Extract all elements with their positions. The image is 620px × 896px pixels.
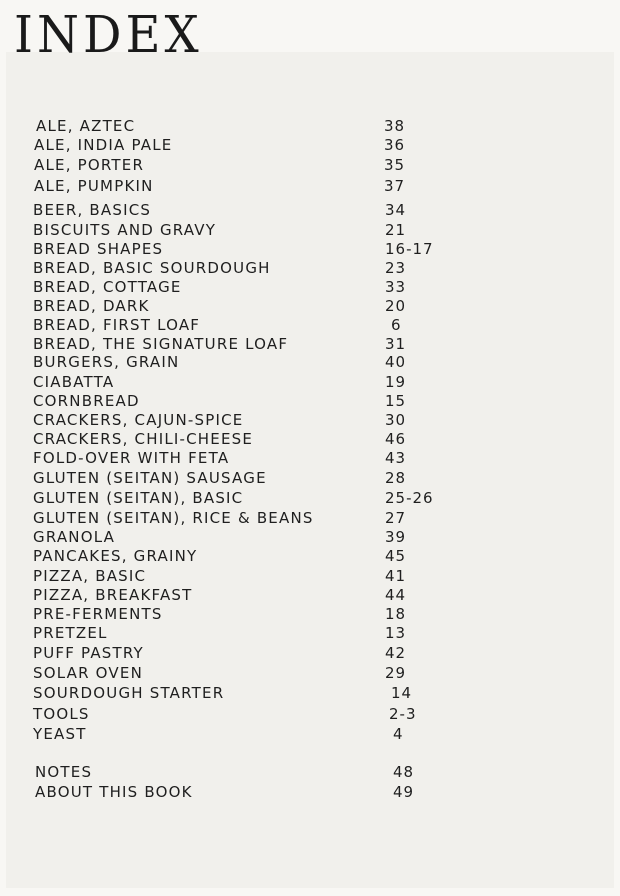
entry-name: BISCUITS AND GRAVY — [33, 221, 217, 239]
entry-page: 36 — [384, 136, 406, 154]
entry-name: SOURDOUGH STARTER — [33, 684, 225, 702]
index-entry — [33, 546, 593, 568]
index-entry — [33, 448, 593, 470]
entry-page: 45 — [385, 547, 407, 565]
entry-name: FOLD-OVER WITH FETA — [33, 449, 230, 467]
entry-name: ALE, INDIA PALE — [34, 136, 173, 154]
entry-name: GLUTEN (SEITAN), RICE & BEANS — [33, 509, 314, 527]
entry-name: ALE, PORTER — [34, 156, 145, 174]
entry-name: BREAD, DARK — [33, 297, 150, 315]
entry-name: BREAD, THE SIGNATURE LOAF — [33, 335, 289, 353]
entry-name: NOTES — [35, 763, 93, 781]
index-entry — [34, 176, 594, 198]
entry-name: ABOUT THIS BOOK — [35, 783, 193, 801]
entry-page: 34 — [385, 201, 407, 219]
entry-page: 18 — [385, 605, 407, 623]
entry-page: 43 — [385, 449, 407, 467]
index-entry — [33, 643, 593, 665]
entry-page: 38 — [384, 117, 406, 135]
entry-page: 37 — [384, 177, 406, 195]
entry-page: 15 — [385, 392, 407, 410]
index-entry — [34, 155, 594, 177]
entry-page: 29 — [385, 664, 407, 682]
index-entry — [33, 623, 593, 645]
entry-page: 40 — [385, 353, 407, 371]
entry-page: 4 — [393, 725, 404, 743]
entry-page: 30 — [385, 411, 407, 429]
index-entry — [34, 135, 594, 157]
entry-name: BREAD, BASIC SOURDOUGH — [33, 259, 271, 277]
entry-name: CRACKERS, CAJUN-SPICE — [33, 411, 244, 429]
index-entry — [33, 468, 593, 490]
entry-name: PIZZA, BASIC — [33, 567, 147, 585]
entry-name: GRANOLA — [33, 528, 116, 546]
entry-page: 39 — [385, 528, 407, 546]
entry-name: ALE, AZTEC — [36, 117, 136, 135]
entry-page: 25-26 — [385, 489, 434, 507]
entry-page: 48 — [393, 763, 415, 781]
entry-name: BREAD, FIRST LOAF — [33, 316, 201, 334]
entry-name: PUFF PASTRY — [33, 644, 144, 662]
entry-name: PIZZA, BREAKFAST — [33, 586, 193, 604]
index-entry — [33, 352, 593, 374]
entry-page: 2-3 — [389, 705, 417, 723]
index-entry — [33, 704, 593, 726]
entry-name: CORNBREAD — [33, 392, 140, 410]
index-entry — [33, 488, 593, 510]
index-entry — [33, 724, 593, 746]
entry-name: CIABATTA — [33, 373, 115, 391]
entry-page: 13 — [385, 624, 407, 642]
entry-page: 20 — [385, 297, 407, 315]
entry-name: BREAD SHAPES — [33, 240, 164, 258]
entry-page: 49 — [393, 783, 415, 801]
entry-page: 41 — [385, 567, 407, 585]
entry-page: 28 — [385, 469, 407, 487]
index-entry — [35, 782, 595, 804]
entry-name: BURGERS, GRAIN — [33, 353, 180, 371]
index-entry — [33, 663, 593, 685]
entry-name: TOOLS — [33, 705, 90, 723]
index-entry — [33, 683, 593, 705]
entry-name: YEAST — [33, 725, 87, 743]
entry-name: PRETZEL — [33, 624, 108, 642]
entry-page: 21 — [385, 221, 407, 239]
entry-name: BREAD, COTTAGE — [33, 278, 182, 296]
entry-name: CRACKERS, CHILI-CHEESE — [33, 430, 254, 448]
entry-name: GLUTEN (SEITAN), BASIC — [33, 489, 244, 507]
page-title: INDEX — [14, 5, 203, 65]
entry-page: 35 — [384, 156, 406, 174]
entry-name: GLUTEN (SEITAN) SAUSAGE — [33, 469, 267, 487]
entry-name: PRE-FERMENTS — [33, 605, 163, 623]
entry-page: 14 — [391, 684, 413, 702]
entry-name: SOLAR OVEN — [33, 664, 143, 682]
entry-page: 31 — [385, 335, 407, 353]
entry-page: 42 — [385, 644, 407, 662]
entry-page: 44 — [385, 586, 407, 604]
index-entry — [33, 200, 593, 222]
entry-page: 27 — [385, 509, 407, 527]
entry-page: 16-17 — [385, 240, 434, 258]
entry-name: ALE, PUMPKIN — [34, 177, 154, 195]
entry-page: 6 — [391, 316, 402, 334]
entry-name: PANCAKES, GRAINY — [33, 547, 198, 565]
entry-name: BEER, BASICS — [33, 201, 152, 219]
index-entry — [35, 762, 595, 784]
entry-page: 46 — [385, 430, 407, 448]
entry-page: 23 — [385, 259, 407, 277]
entry-page: 19 — [385, 373, 407, 391]
entry-page: 33 — [385, 278, 407, 296]
